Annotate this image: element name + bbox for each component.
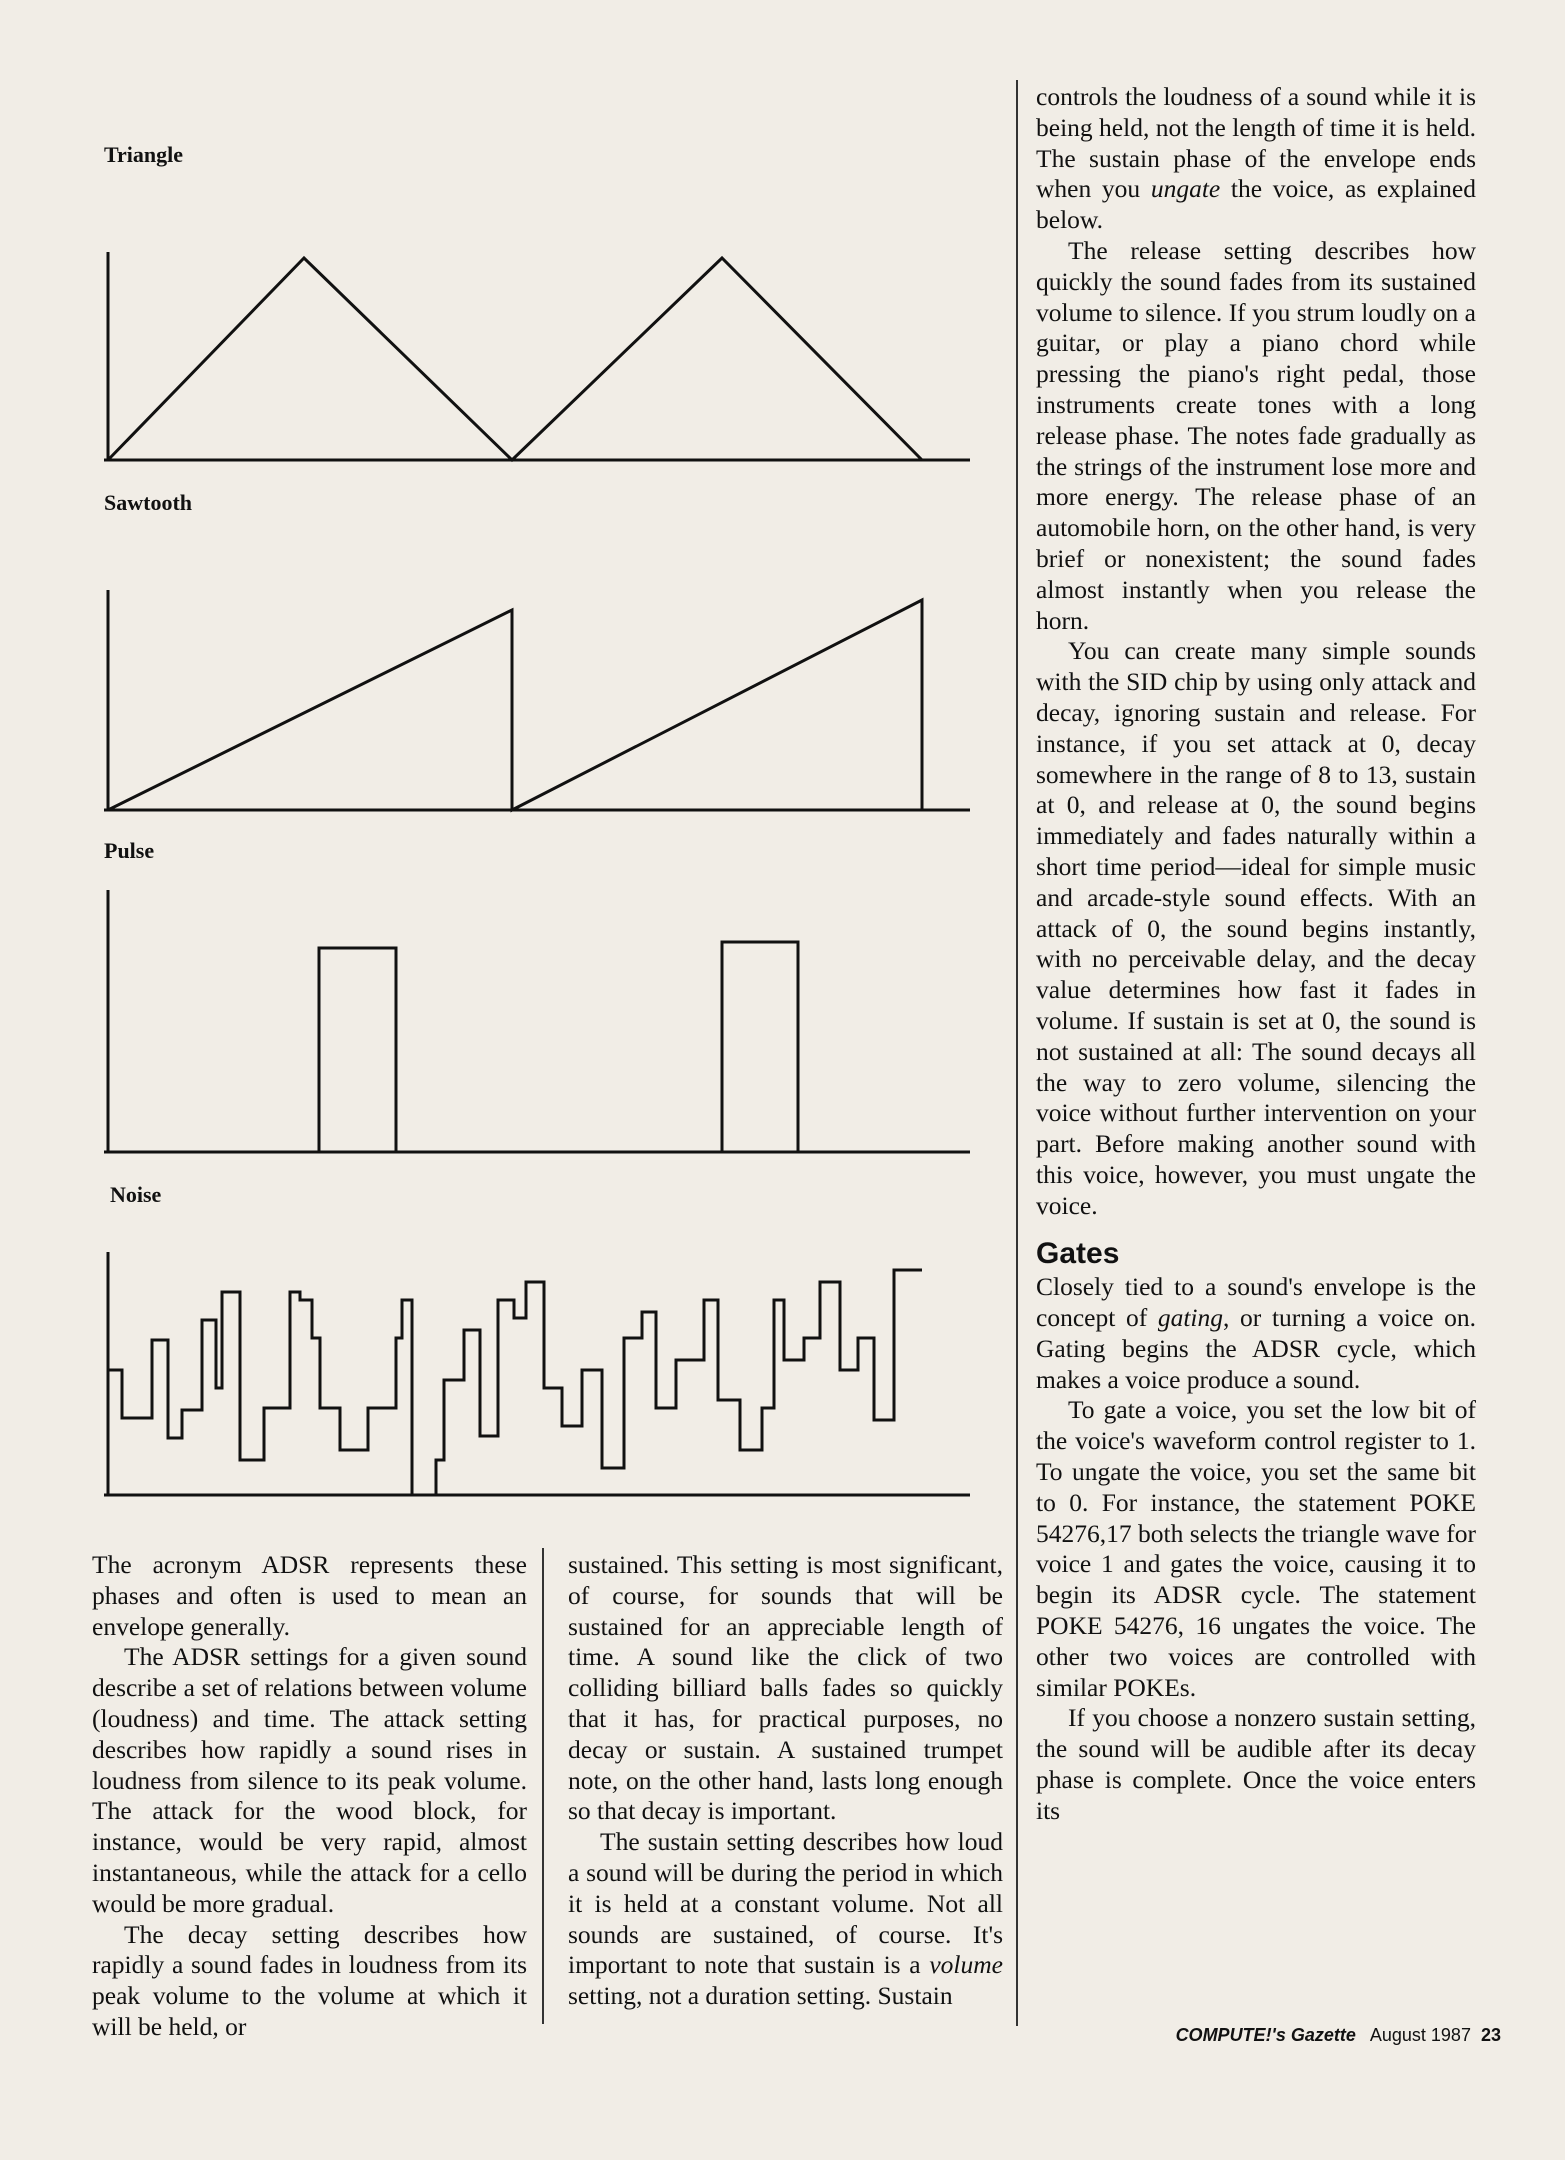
magazine-name: COMPUTE!'s Gazette: [1175, 2025, 1356, 2045]
noise-waveform: [104, 1240, 970, 1500]
col3-paragraph-4: Closely tied to a sound's envelope is the concept of gating, or turning a voice on. Gating begins the ADSR cycle, which makes a voice produce a sound.: [1036, 1272, 1476, 1394]
noise-label: Noise: [110, 1182, 162, 1207]
pulse-waveform: [104, 890, 970, 1155]
col1-paragraph-1: The acronym ADSR represents these phases and often is used to mean an envelope generally.: [92, 1550, 527, 1641]
col3-paragraph-3: You can create many simple sounds with the SID chip by using only attack and decay, ignoring sustain and release. For instance, if you set attack at 0, decay somewhere in the range of 8 to 13, sustain at 0, and release at 0, the sound begins immediately and fades naturally within a short time period—ideal for simple music and arcade-style sound effects. With an attack of 0, the sound begins instantly, with no perceivable delay, and the decay value determines how fast it fades in volume. If sustain is set at 0, the sound is not sustained at all: The sound decays all the way to zero volume, silencing the voice without further intervention on your part. Before making another sound with this voice, however, you must ungate the voice.: [1036, 636, 1476, 1220]
sawtooth-waveform: [104, 570, 970, 815]
col2-paragraph-1: sustained. This setting is most significant, of course, for sounds that will be sustained for an appreciable length of time. A sound like the click of two colliding billiard balls fades so quickly that it has, for practical purposes, no decay or sustain. A sustained trumpet note, on the other hand, lasts long enough so that decay is important.: [568, 1550, 1003, 1826]
column-1: [92, 1550, 527, 2043]
triangle-waveform: [104, 240, 970, 470]
col3-paragraph-5: To gate a voice, you set the low bit of the voice's waveform control register to 1. To ungate the voice, you set the same bit to 0. For instance, the statement POKE 54276,17 both selects the triangle wave for voice 1 and gates the voice, causing it to begin its ADSR cycle. The statement POKE 54276, 16 ungates the voice. The other two voices are controlled with similar POKEs.: [1036, 1395, 1476, 1702]
sawtooth-label: Sawtooth: [104, 490, 193, 515]
col2-paragraph-2: The sustain setting describes how loud a sound will be during the period in which it is held at a constant volume. Not all sounds are sustained, of course. It's important to note that sustain is a volume setting, not a duration setting. Sustain: [568, 1827, 1003, 2011]
col3-paragraph-1: controls the loudness of a sound while it is being held, not the length of time it is held. The sustain phase of the envelope ends when you ungate the voice, as explained below.: [1036, 82, 1476, 235]
column-rule-left: [542, 1548, 544, 2024]
col1-paragraph-2: The ADSR settings for a given sound describe a set of relations between volume (loudness) and time. The attack setting describes how rapidly a sound rises in loudness from silence to its peak volume. The attack for the wood block, for instance, would be very rapid, almost instantaneous, while the attack for a cello would be more gradual.: [92, 1642, 527, 1918]
page-footer: [1176, 2025, 1501, 2046]
col3-paragraph-6: If you choose a nonzero sustain setting, the sound will be audible after its decay phase is complete. Once the voice enters its: [1036, 1703, 1476, 1825]
col3-paragraph-2: The release setting describes how quickly the sound fades from its sustained volume to silence. If you strum loudly on a guitar, or play a piano chord while pressing the piano's right pedal, those instruments create tones with a long release phase. The notes fade gradually as the strings of the instrument lose more and more energy. The release phase of an automobile horn, on the other hand, is very brief or nonexistent; the sound fades almost instantly when you release the horn.: [1036, 235, 1476, 635]
issue-date: August 1987: [1369, 2025, 1471, 2045]
triangle-label: Triangle: [104, 142, 184, 167]
column-rule-right: [1016, 80, 1018, 2026]
page-number: 23: [1480, 2025, 1501, 2045]
pulse-label: Pulse: [104, 838, 155, 863]
column-3: [1036, 82, 1476, 1827]
column-2: [568, 1550, 1003, 2012]
col1-paragraph-3: The decay setting describes how rapidly a sound fades in loudness from its peak volume to the volume at which it will be held, or: [92, 1919, 527, 2041]
gates-heading: Gates: [1036, 1237, 1120, 1271]
